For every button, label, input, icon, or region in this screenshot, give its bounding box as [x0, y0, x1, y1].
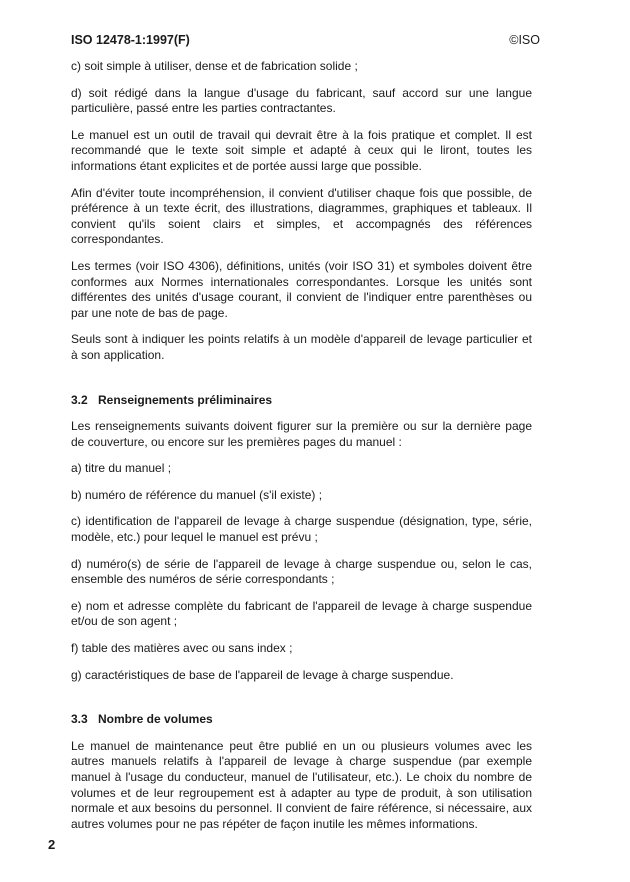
- list-item: g) caractéristiques de base de l'appareil de levage à charge suspendue.: [71, 667, 454, 682]
- page-content: [71, 59, 532, 832]
- paragraph: Les renseignements suivants doivent figurer sur la première ou sur la dernière page de couverture, ou encore sur les premières pages du manuel :: [71, 419, 532, 449]
- list-item: c) identification de l'appareil de levage à charge suspendue (désignation, type, série, modèle, etc.) pour lequel le manuel est prévu ;: [71, 514, 532, 545]
- section-heading-3-2: [71, 393, 532, 409]
- document-id: ISO 12478-1:1997(F): [71, 33, 190, 47]
- page-header: [71, 33, 540, 49]
- section-title: Renseignements préliminaires: [98, 392, 273, 407]
- section-number: 3.3: [71, 712, 88, 727]
- section-title: Nombre de volumes: [98, 712, 213, 727]
- list-item-d: d) soit rédigé dans la langue d'usage du fabricant, sauf accord sur une langue particulière, passé entre les parties contractantes.: [71, 85, 532, 116]
- paragraph: Afin d'éviter toute incompréhension, il convient d'utiliser chaque fois que possible, de préférence à un texte écrit, des illustrations, diagrammes, graphiques et tableaux. Il convient qu'ils soient clairs et simples, et accompagnés des références correspondantes.: [71, 185, 532, 247]
- paragraph: Les termes (voir ISO 4306), définitions, unités (voir ISO 31) et symboles doivent être conformes aux Normes internationales correspondantes. Lorsque les unités sont différentes des unités d'usage courant, il convient de l'indiquer entre parenthèses ou par une note de bas de page.: [71, 258, 532, 320]
- copyright-notice: ©ISO: [509, 33, 540, 47]
- list-item: b) numéro de référence du manuel (s'il existe) ;: [71, 487, 323, 502]
- list-item: e) nom et adresse complète du fabricant de l'appareil de levage à charge suspendue et/ou de son agent ;: [71, 598, 532, 629]
- list-item-c: c) soit simple à utiliser, dense et de fabrication solide ;: [71, 59, 358, 73]
- page-number: 2: [48, 837, 56, 852]
- list-item: f) table des matières avec ou sans index ;: [71, 641, 293, 656]
- section-number: 3.2: [71, 392, 88, 407]
- paragraph: Le manuel de maintenance peut être publié en un ou plusieurs volumes avec les autres manuels relatifs à l'appareil de levage à charge suspendue (par exemple manuel à l'usage du conducteur, manuel de l'utilisateur, etc.). Le choix du nombre de volumes et de leur regroupement est à adapter au type de produit, à son utilisation normale et aux besoins du personnel. Il convient de faire référence, si nécessaire, aux autres volumes pour ne pas répéter de façon inutile les mêmes informations.: [71, 738, 532, 831]
- paragraph: Seuls sont à indiquer les points relatifs à un modèle d'appareil de levage particulier et à son application.: [71, 332, 532, 362]
- list-item: d) numéro(s) de série de l'appareil de levage à charge suspendue ou, selon le cas, ensemble des numéros de série correspondants ;: [71, 556, 532, 587]
- paragraph: Le manuel est un outil de travail qui devrait être à la fois pratique et complet. Il est recommandé que le texte soit simple et adapté à ceux qui le liront, toutes les informations étant explicites et de portée aussi large que possible.: [71, 127, 532, 173]
- list-item: a) titre du manuel ;: [71, 461, 172, 476]
- section-heading-3-3: [71, 712, 532, 728]
